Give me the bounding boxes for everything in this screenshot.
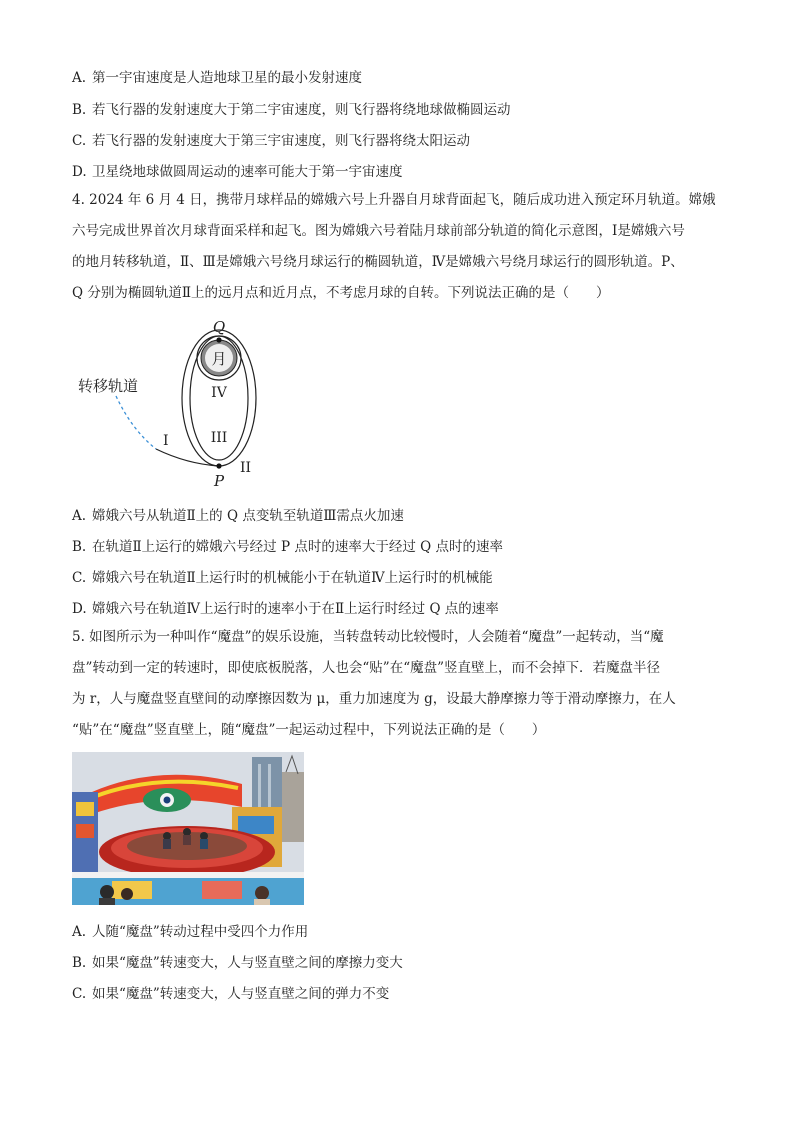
label-iii: III xyxy=(210,430,228,446)
q4-stem-line: 4. 2024 年 6 月 4 日，携带月球样品的嫦娥六号上升器自月球背面起飞，随后成功进入预定环月轨道。嫦娥 xyxy=(72,192,716,208)
point-q xyxy=(216,337,221,342)
label-p: P xyxy=(213,472,225,490)
q3-option-c xyxy=(72,129,470,149)
option-letter: C. xyxy=(72,986,87,1002)
fence-decor xyxy=(202,881,242,899)
q4-option-d xyxy=(72,597,499,617)
side-panel-decor xyxy=(238,816,274,834)
option-text: 若飞行器的发射速度大于第三宇宙速度，则飞行器将绕太阳运动 xyxy=(92,133,470,149)
q5-stem-line: 为 r，人与魔盘竖直壁间的动摩擦因数为 μ，重力加速度为 g，设最大静摩擦力等于滑动摩擦力，在人 xyxy=(72,691,676,707)
option-letter: B. xyxy=(72,539,87,555)
label-i: I xyxy=(163,433,169,449)
q4-stem-line: 的地月转移轨道，Ⅱ、Ⅲ是嫦娥六号绕月球运行的椭圆轨道，Ⅳ是嫦娥六号绕月球运行的圆形轨道。P、 xyxy=(72,254,684,270)
option-text: 如果“魔盘”转速变大，人与竖直壁之间的摩擦力变大 xyxy=(92,955,403,971)
q5-option-b xyxy=(72,951,403,971)
q4-option-a xyxy=(72,504,404,524)
option-text: 人随“魔盘”转动过程中受四个力作用 xyxy=(92,924,309,940)
moon-label: 月 xyxy=(211,350,227,368)
label-q: Q xyxy=(212,318,226,336)
q4-stem-line: Q 分别为椭圆轨道Ⅱ上的远月点和近月点，不考虑月球的自转。下列说法正确的是（ ） xyxy=(72,285,610,301)
q4-stem-line: 六号完成世界首次月球背面采样和起飞。图为嫦娥六号着陆月球前部分轨道的简化示意图，Ⅰ是嫦娥六号 xyxy=(72,223,685,239)
q5-option-c xyxy=(72,982,389,1002)
spectator xyxy=(100,885,114,899)
option-letter: B. xyxy=(72,955,87,971)
rider xyxy=(183,835,191,845)
option-text: 第一宇宙速度是人造地球卫星的最小发射速度 xyxy=(92,70,362,86)
magic-disc-photo xyxy=(72,752,304,905)
q3-option-d xyxy=(72,160,403,180)
q3-option-a xyxy=(72,66,362,86)
option-text: 嫦娥六号在轨道Ⅱ上运行时的机械能小于在轨道Ⅳ上运行时的机械能 xyxy=(92,570,493,586)
point-p xyxy=(216,463,221,468)
spectator xyxy=(254,899,270,905)
option-letter: C. xyxy=(72,570,87,586)
rider xyxy=(163,839,171,849)
rider xyxy=(200,832,208,840)
q4-stem xyxy=(72,185,722,309)
q5-stem-line: “贴”在“魔盘”竖直壁上，随“魔盘”一起运动过程中，下列说法正确的是（ ） xyxy=(72,722,546,738)
spectator xyxy=(255,886,269,900)
rider xyxy=(200,839,208,849)
option-text: 嫦娥六号从轨道Ⅱ上的 Q 点变轨至轨道Ⅲ需点火加速 xyxy=(92,508,404,524)
option-letter: A. xyxy=(72,508,87,524)
option-letter: B. xyxy=(72,102,87,118)
option-text: 嫦娥六号在轨道Ⅳ上运行时的速率小于在Ⅱ上运行时经过 Q 点的速率 xyxy=(92,601,499,617)
q4-option-c xyxy=(72,566,493,586)
transfer-label: 转移轨道 xyxy=(78,377,139,395)
q5-stem-line: 盘”转动到一定的转速时，即使底板脱落，人也会“贴”在“魔盘”竖直壁上，而不会掉下．若魔盘半径 xyxy=(72,660,661,676)
label-iv: IV xyxy=(211,385,227,401)
spectator xyxy=(99,898,115,905)
option-letter: D. xyxy=(72,164,87,180)
transfer-path xyxy=(116,396,156,449)
option-text: 在轨道Ⅱ上运行的嫦娥六号经过 P 点时的速率大于经过 Q 点时的速率 xyxy=(92,539,503,555)
q5-stem-line: 5. 如图所示为一种叫作“魔盘”的娱乐设施，当转盘转动比较慢时，人会随着“魔盘”一起转动，当“魔 xyxy=(72,629,664,645)
side-panel-decor xyxy=(76,802,94,816)
option-letter: A. xyxy=(72,924,87,940)
option-text: 若飞行器的发射速度大于第二宇宙速度，则飞行器将绕地球做椭圆运动 xyxy=(92,102,511,118)
q5-stem xyxy=(72,622,722,746)
option-letter: C. xyxy=(72,133,87,149)
building xyxy=(282,772,304,842)
orbit-diagram xyxy=(72,312,292,492)
q5-option-a xyxy=(72,920,308,940)
option-letter: A. xyxy=(72,70,87,86)
fence xyxy=(72,872,304,878)
q3-option-b xyxy=(72,98,511,118)
eye-decoration xyxy=(164,797,171,804)
rider xyxy=(163,832,171,840)
spectator xyxy=(121,888,133,900)
rider xyxy=(183,828,191,836)
q4-option-b xyxy=(72,535,503,555)
option-letter: D. xyxy=(72,601,87,617)
option-text: 如果“魔盘”转速变大，人与竖直壁之间的弹力不变 xyxy=(92,986,390,1002)
side-panel-decor xyxy=(76,824,94,838)
option-text: 卫星绕地球做圆周运动的速率可能大于第一宇宙速度 xyxy=(92,164,403,180)
label-ii: II xyxy=(240,460,252,476)
